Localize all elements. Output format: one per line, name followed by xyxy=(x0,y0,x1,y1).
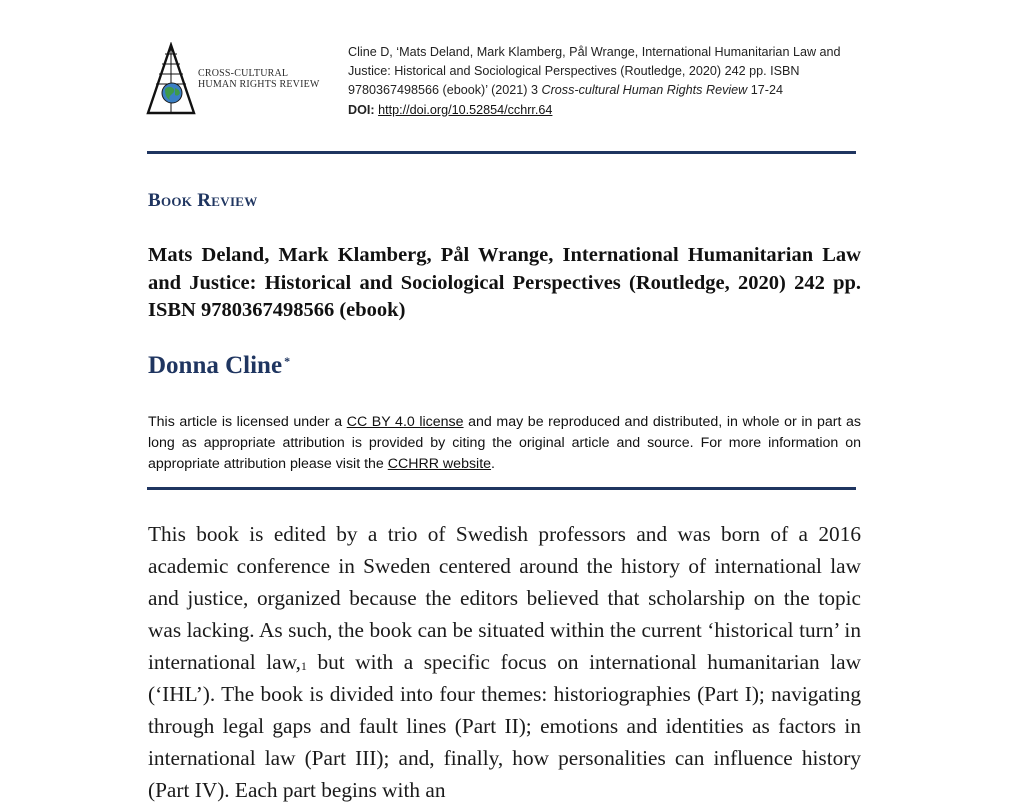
citation-block xyxy=(348,43,853,120)
author-footnote-mark[interactable]: * xyxy=(284,354,291,368)
doi-link[interactable]: http://doi.org/10.52854/cchrr.64 xyxy=(378,102,553,117)
citation-pages: 17-24 xyxy=(747,83,783,98)
header-divider xyxy=(147,151,856,154)
author-name: Donna Cline * xyxy=(148,352,291,379)
doi-label: DOI: xyxy=(348,102,375,117)
citation-text: Cline D, ‘Mats Deland, Mark Klamberg, Pål Wrange, International Humanitarian Law and Justice: Historical and Sociological Perspectives (Routledge, 2020) 242 pp. ISBN 9780367498566 (ebook)’ (2021) 3 xyxy=(348,45,841,98)
license-divider xyxy=(147,487,856,490)
license-notice: This article is licensed under a CC BY 4.0 license and may be reproduced and distributed, in whole or in part as long as appropriate attribution is provided by citing the original article and source. For more information on appropriate attribution please visit the CCHRR website. xyxy=(148,414,861,472)
section-label: Book Review xyxy=(148,190,258,211)
book-title: Mats Deland, Mark Klamberg, Pål Wrange, International Humanitarian Law and Justice: Historical and Sociological Perspectives (Routledge, 2020) 242 pp. ISBN 9780367498566 (ebook) xyxy=(148,244,861,321)
journal-logo xyxy=(146,42,336,116)
body-paragraph: This book is edited by a trio of Swedish professors and was born of a 2016 academic conference in Sweden centered around the history of international law and justice, organized because the editors believed that scholarship on the topic was lacking. As such, the book can be situated within the current ‘historical turn’ in international law,$^1$ but with a specific focus on international humanitarian law (‘IHL’). The book is divided into four themes: historiographies (Part I); navigating through legal gaps and fault lines (Part II); emotions and identities as factors in international law (Part III); and, finally, how personalities can influence history (Part IV). Each part begins with an xyxy=(148,522,861,802)
cchrr-website-link[interactable]: CCHRR website xyxy=(387,456,492,472)
footnote-ref-1[interactable]: 1 xyxy=(300,659,307,673)
logo-wordmark: CROSS-CULTURAL HUMAN RIGHTS REVIEW xyxy=(198,68,320,90)
ladder-globe-icon xyxy=(146,42,196,116)
cc-license-link[interactable]: CC BY 4.0 license xyxy=(346,414,464,430)
citation-journal: Cross-cultural Human Rights Review xyxy=(541,83,748,98)
